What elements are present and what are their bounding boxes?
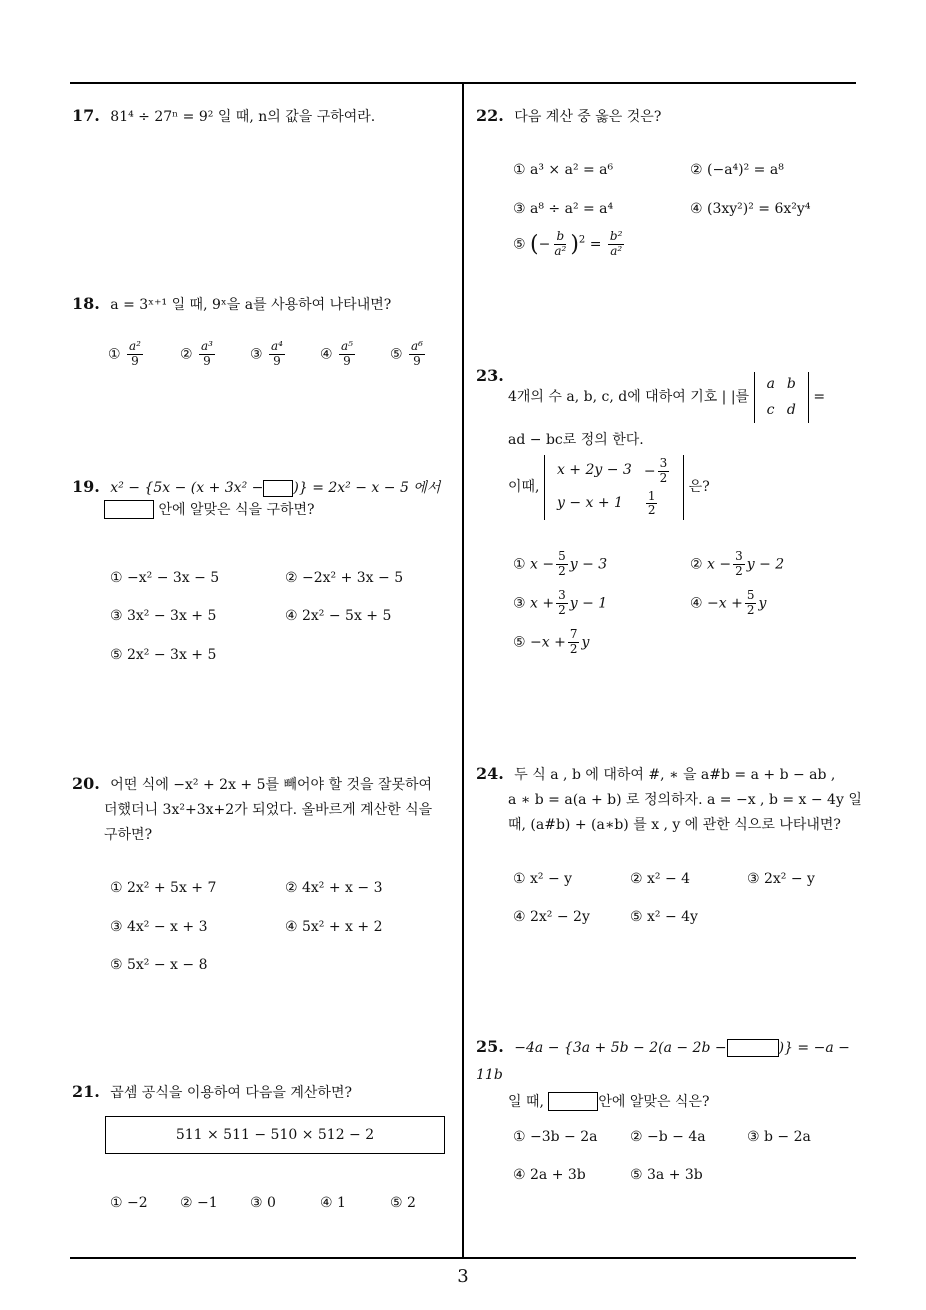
question-number: 23. xyxy=(476,366,504,385)
q18-option-1[interactable]: ① $\frac{\text{a²}}{9}$ xyxy=(108,339,141,368)
q21-option-4[interactable]: ④ 1 xyxy=(320,1195,346,1211)
question-25: 25. −4a − {3a + 5b − 2(a − 2b − )} = −a − 11b 일 때, 안에 알맞은 식은? xyxy=(476,1037,850,1110)
question-number: 24. xyxy=(476,764,504,783)
q19-option-2[interactable]: ② −2x² + 3x − 5 xyxy=(285,570,404,586)
q24-option-4[interactable]: ④ 2x² − 2y xyxy=(513,909,590,925)
q23-line2: ad − bc로 정의 한다. xyxy=(508,432,644,448)
q22-option-3[interactable]: ③ a⁸ ÷ a² = a⁴ xyxy=(513,201,614,217)
q20-option-4[interactable]: ④ 5x² + x + 2 xyxy=(285,919,383,935)
q24-option-3[interactable]: ③ 2x² − y xyxy=(747,871,815,887)
q23-option-5[interactable]: ⑤ −x + $\frac{7}{2}$ y xyxy=(513,627,590,656)
q24-option-1[interactable]: ① x² − y xyxy=(513,871,573,887)
q18-option-5[interactable]: ⑤ $\frac{\text{a⁶}}{9}$ xyxy=(390,339,423,368)
q19-option-4[interactable]: ④ 2x² − 5x + 5 xyxy=(285,608,392,624)
q19-option-1[interactable]: ① −x² − 3x − 5 xyxy=(110,570,220,586)
question-22: 22. 다음 계산 중 옳은 것은? xyxy=(476,106,662,125)
determinant-symbol: a b c d xyxy=(754,372,809,423)
question-number: 17. xyxy=(72,106,100,125)
q19-option-3[interactable]: ③ 3x² − 3x + 5 xyxy=(110,608,217,624)
q22-option-5[interactable]: ⑤ (− $\frac{b}{\text{a²}}$ )$^2$ = $\frac{\text{b²}}{\text{a²}}$ xyxy=(513,229,623,258)
question-21: 21. 곱셈 공식을 이용하여 다음을 계산하면? xyxy=(72,1082,352,1101)
q22-option-2[interactable]: ② (−a⁴)² = a⁸ xyxy=(690,162,784,178)
question-18 xyxy=(72,292,391,317)
question-number: 19. xyxy=(72,477,100,496)
question-number: 18. xyxy=(72,294,100,313)
q21-option-1[interactable]: ① −2 xyxy=(110,1195,148,1211)
blank-box xyxy=(104,500,154,519)
q18-option-4[interactable]: ④ $\frac{\text{a⁵}}{9}$ xyxy=(320,339,353,368)
question-number: 25. xyxy=(476,1037,504,1056)
q20-option-2[interactable]: ② 4x² + x − 3 xyxy=(285,880,383,896)
q22-option-4[interactable]: ④ (3xy²)² = 6x²y⁴ xyxy=(690,201,811,217)
q21-option-5[interactable]: ⑤ 2 xyxy=(390,1195,416,1211)
question-number: 21. xyxy=(72,1082,100,1101)
determinant-expression: x + 2y − 3 − $\frac{3}{2}$ y − x + 1 $\frac{1}{2}$ xyxy=(544,455,684,520)
blank-box xyxy=(263,480,293,497)
question-number: 20. xyxy=(72,774,100,793)
question-19: 19. x² − {5x − (x + 3x² − )} = 2x² − x − 5 에서 안에 알맞은 식을 구하면? xyxy=(72,477,441,518)
q18-option-2[interactable]: ② $\frac{\text{a³}}{9}$ xyxy=(180,339,213,368)
q25-option-5[interactable]: ⑤ 3a + 3b xyxy=(630,1167,703,1183)
question-number: 22. xyxy=(476,106,504,125)
question-text: a = 3ˣ⁺¹ 일 때, 9ˣ을 a를 사용하여 나타내면? xyxy=(110,297,392,313)
page-number: 3 xyxy=(457,1266,469,1287)
question-23 xyxy=(476,364,510,389)
blank-box xyxy=(548,1092,598,1111)
question-20: 20. 어떤 식에 −x² + 2x + 5를 빼어야 할 것을 잘못하여 더했더니 3x²+3x+2가 되었다. 올바르게 계산한 식을 구하면? xyxy=(72,774,433,843)
question-24: 24. 두 식 a , b 에 대하여 #, ∗ 을 a#b = a + b − ab , a ∗ b = a(a + b) 로 정의하자. a = −x , b = x − 4y 일 때, (a#b) + (a∗b) 를 x , y 에 관한 식으로 나타내면? xyxy=(476,764,862,833)
q18-option-3[interactable]: ③ $\frac{\text{a⁴}}{9}$ xyxy=(250,339,283,368)
question-17 xyxy=(72,104,375,129)
q25-option-3[interactable]: ③ b − 2a xyxy=(747,1129,811,1145)
q23-line3: 이때, x + 2y − 3 − $\frac{3}{2}$ y − x + 1 $\frac{1}{2}$ 은? xyxy=(508,455,710,520)
q24-option-2[interactable]: ② x² − 4 xyxy=(630,871,691,887)
q23-option-2[interactable]: ② x − $\frac{3}{2}$ y − 2 xyxy=(690,549,785,578)
q20-option-1[interactable]: ① 2x² + 5x + 7 xyxy=(110,880,217,896)
q23-option-3[interactable]: ③ x + $\frac{3}{2}$ y − 1 xyxy=(513,588,608,617)
expression-box: 511 × 511 − 510 × 512 − 2 xyxy=(105,1116,445,1154)
blank-box xyxy=(727,1039,779,1057)
q22-option-1[interactable]: ① a³ × a² = a⁶ xyxy=(513,162,614,178)
question-text: 81⁴ ÷ 27ⁿ = 9² 일 때, n의 값을 구하여라. xyxy=(110,109,376,125)
q25-option-2[interactable]: ② −b − 4a xyxy=(630,1129,706,1145)
q19-option-5[interactable]: ⑤ 2x² − 3x + 5 xyxy=(110,647,217,663)
q25-option-4[interactable]: ④ 2a + 3b xyxy=(513,1167,586,1183)
q24-option-5[interactable]: ⑤ x² − 4y xyxy=(630,909,698,925)
q21-option-2[interactable]: ② −1 xyxy=(180,1195,218,1211)
q20-option-3[interactable]: ③ 4x² − x + 3 xyxy=(110,919,208,935)
q25-option-1[interactable]: ① −3b − 2a xyxy=(513,1129,598,1145)
q21-option-3[interactable]: ③ 0 xyxy=(250,1195,276,1211)
column-divider xyxy=(462,82,464,1258)
q23-line1: 4개의 수 a, b, c, d에 대하여 기호 | |를 a b c d = xyxy=(508,372,825,423)
q23-option-4[interactable]: ④ −x + $\frac{5}{2}$ y xyxy=(690,588,767,617)
q20-option-5[interactable]: ⑤ 5x² − x − 8 xyxy=(110,957,208,973)
q23-option-1[interactable]: ① x − $\frac{5}{2}$ y − 3 xyxy=(513,549,608,578)
